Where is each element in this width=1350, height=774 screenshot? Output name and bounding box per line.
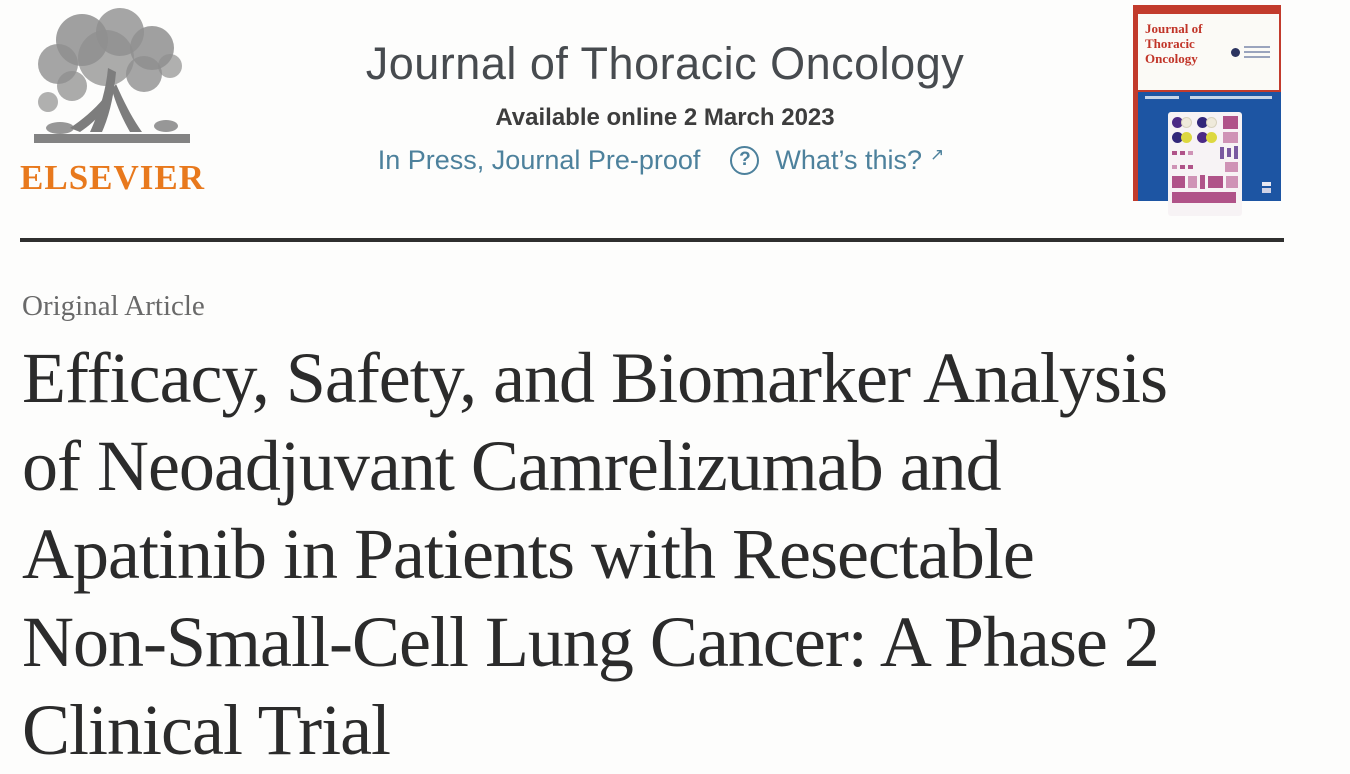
publisher-logo-block[interactable] [20, 6, 206, 197]
cover-body [1138, 92, 1281, 201]
cover-band-text [1190, 96, 1272, 99]
cover-figure-panel [1168, 112, 1242, 216]
journal-cover-thumbnail[interactable] [1133, 5, 1281, 201]
in-press-status-label: In Press, Journal Pre-proof [377, 144, 701, 175]
elsevier-tree-icon [20, 6, 202, 158]
article-title-line: Apatinib in Patients with Resectable [22, 514, 1034, 594]
article-title-line: Efficacy, Safety, and Biomarker Analysis [22, 338, 1167, 418]
question-circle-icon[interactable]: ? [730, 146, 759, 175]
external-link-arrow-icon: ↗ [929, 145, 945, 165]
article-type-label: Original Article [22, 290, 205, 322]
journal-banner [250, 38, 1080, 176]
article-title-line: Non-Small-Cell Lung Cancer: A Phase 2 [22, 602, 1159, 682]
header-divider-rule [20, 238, 1284, 242]
whats-this-link[interactable]: What’s this? [775, 144, 922, 175]
cover-art-row [1172, 162, 1238, 172]
journal-title-link[interactable]: Journal of Thoracic Oncology [365, 38, 965, 89]
article-title-line: of Neoadjuvant Camrelizumab and [22, 426, 1001, 506]
article-title-line: Clinical Trial [22, 690, 391, 770]
available-online-date: Available online 2 March 2023 [495, 103, 835, 131]
cover-art-row [1172, 116, 1238, 129]
article-title [22, 334, 1332, 774]
cover-art-row [1172, 132, 1238, 143]
cover-art-row [1172, 175, 1238, 189]
cover-art-row [1172, 192, 1238, 203]
cover-journal-title: Journal of Thoracic Oncology [1145, 21, 1203, 66]
cover-art-row [1172, 146, 1238, 159]
cover-masthead [1138, 14, 1279, 90]
publisher-wordmark: ELSEVIER [20, 158, 206, 197]
publication-status-row [250, 145, 1080, 176]
cover-band-text [1145, 96, 1179, 99]
cover-publisher-mark [1262, 182, 1271, 193]
